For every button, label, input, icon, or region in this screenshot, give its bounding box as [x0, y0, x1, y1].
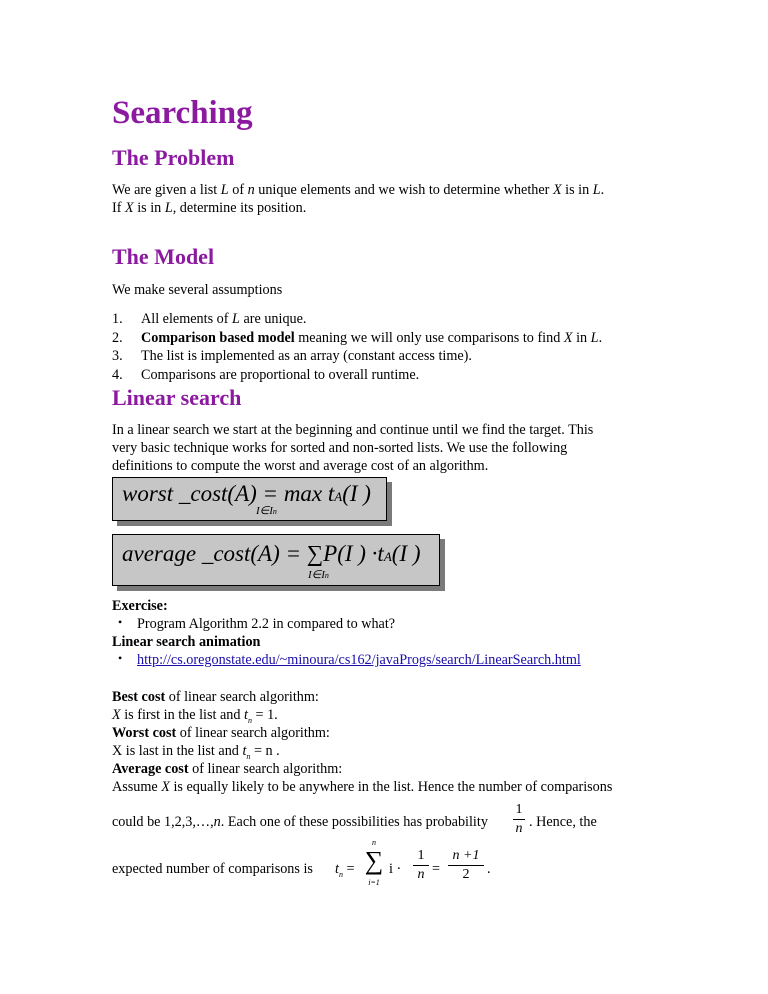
- model-intro: We make several assumptions: [112, 282, 283, 298]
- model-heading: The Model: [112, 244, 215, 269]
- period: .: [487, 861, 491, 877]
- expected-lhs: $t_n$ =: [335, 861, 355, 879]
- animation-link-item: [137, 651, 581, 669]
- hence-text: . Hence, the: [529, 814, 597, 830]
- worst-cost-text: X is last in the list and $t_n = n$ .: [112, 743, 280, 761]
- sum-icon: ∑: [364, 846, 384, 875]
- best-cost-text: X is first in the list and $t_n = 1$.: [112, 707, 278, 725]
- sum-lower: i=1: [368, 878, 380, 887]
- expected-text: expected number of comparisons is: [112, 861, 313, 877]
- list-item: 2. Comparison based model meaning we will only use comparisons to find X in L.: [112, 329, 603, 346]
- average-cost-text: Assume X is equally likely to be anywhere in the list. Hence the number of comparisons: [112, 779, 613, 795]
- problem-text: We are given a list L of n unique elements and we wish to determine whether X is in L. If X is in L, determine its position.: [112, 182, 605, 216]
- exercise-item: Program Algorithm 2.2 in compared to what?: [137, 616, 396, 632]
- page-title: Searching: [112, 95, 253, 131]
- result-fraction: n +1 2: [448, 848, 484, 883]
- sum-upper: n: [372, 838, 376, 847]
- equals-sign: =: [432, 861, 441, 877]
- list-item: 4. Comparisons are proportional to overall runtime.: [112, 366, 420, 383]
- exercise-label: Exercise:: [112, 598, 168, 614]
- assumption-list: [112, 310, 602, 384]
- linear-text: In a linear search we start at the beginning and continue until we find the target. This very basic technique works for sorted and non-sorted lists. We use the following definitions to compute the worst and average cost of an algorithm.: [112, 422, 594, 474]
- animation-label: Linear search animation: [112, 634, 261, 650]
- animation-link[interactable]: http://cs.oregonstate.edu/~minoura/cs162/javaProgs/search/LinearSearch.html: [137, 652, 581, 668]
- best-cost-heading: Best cost of linear search algorithm:: [112, 689, 319, 705]
- bullet-icon: •: [118, 651, 123, 665]
- problem-heading: The Problem: [112, 145, 235, 170]
- sum-term: i ·: [389, 861, 402, 877]
- worst-cost-formula: worst _cost(A) = max tA(I ) I∈In: [112, 477, 387, 521]
- linear-heading: Linear search: [112, 385, 242, 410]
- average-cost-formula: average _cost(A) = ∑P(I ) ·tA(I ) I∈In: [112, 534, 440, 586]
- average-cost-heading: Average cost of linear search algorithm:: [112, 761, 343, 777]
- bullet-icon: •: [118, 615, 123, 629]
- probability-text: could be 1,2,3,…,n. Each one of these possibilities has probability: [112, 814, 488, 830]
- worst-cost-heading: Worst cost of linear search algorithm:: [112, 725, 330, 741]
- probability-fraction: 1 n: [513, 802, 525, 837]
- list-item: 3. The list is implemented as an array (constant access time).: [112, 348, 472, 364]
- term-fraction: 1 n: [413, 848, 429, 883]
- list-item: 1. All elements of L are unique.: [112, 311, 307, 327]
